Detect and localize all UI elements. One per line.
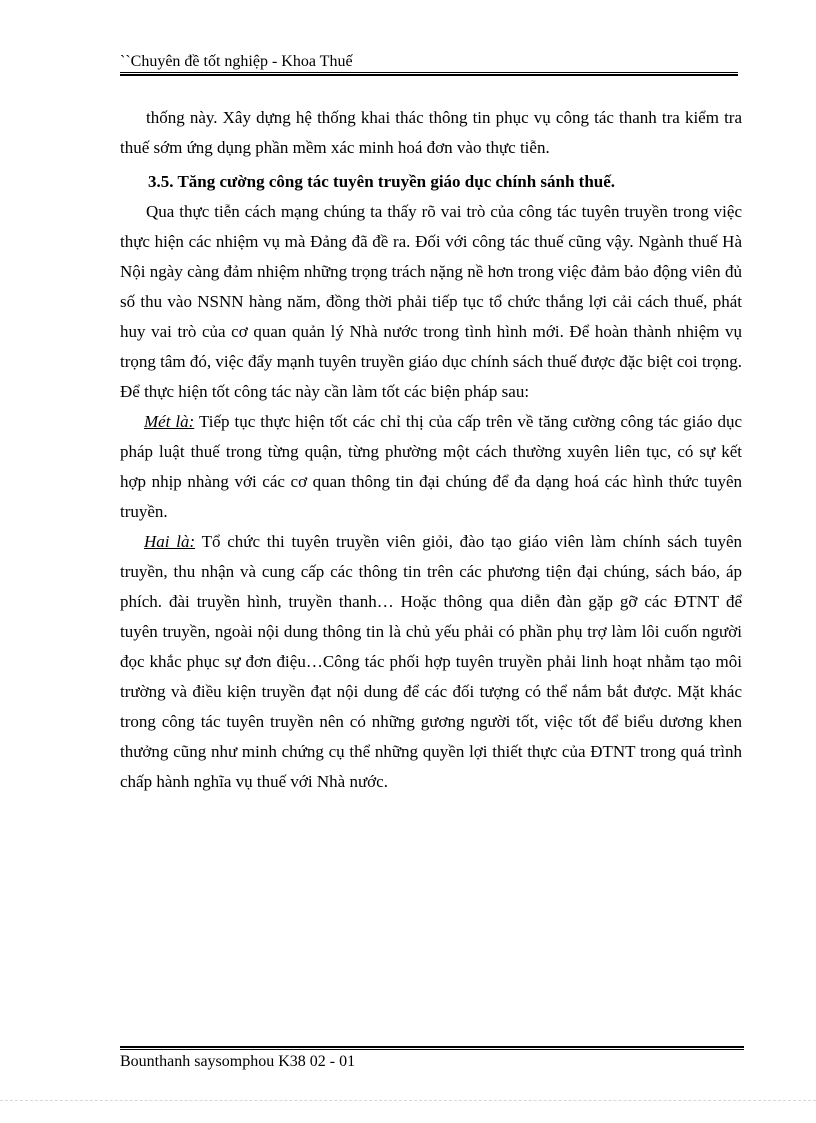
footer-rule [120,1049,744,1050]
list-item-second-lead: Hai là: [144,532,196,551]
header-rule [120,72,738,73]
footer-rule-thick [120,1046,744,1048]
list-item-first-text: Tiếp tục thực hiện tốt các chỉ thị của cấp trên về tăng cường công tác giáo dục pháp luật thuế trong từng quận, từng phường một cách thường xuyên liên tục, có sự kết hợp nhịp nhàng với các cơ quan thông tin đại chúng để đa dạng hoá các hình thức tuyên truyền. [120,412,742,521]
page-header [120,52,738,72]
list-item-first-lead: Mét là: [144,412,195,431]
footer-author: Bounthanh saysomphou K38 02 - 01 [120,1053,356,1070]
document-body [120,103,742,797]
list-item-second-text: Tổ chức thi tuyên truyền viên giỏi, đào tạo giáo viên làm chính sách tuyên truyền, thu nhận và cung cấp các thông tin trên các phương tiện đại chúng, sách báo, áp phích. đài truyền hình, truyền thanh… Hoặc thông qua diễn đàn gặp gỡ các ĐTNT để tuyên truyền, ngoài nội dung thông tin là chủ yếu phải có phần phụ trợ làm lôi cuốn người đọc khắc phục sự đơn điệu…Công tác phối hợp tuyên truyền phải linh hoạt nhằm tạo môi trường và điều kiện truyền đạt nội dung để các đối tượng có thể nắm bắt được. Mặt khác trong công tác tuyên truyền nên có những gương người tốt, việc tốt để biểu dương khen thưởng cũng như minh chứng cụ thể những quyền lợi thiết thực của ĐTNT trong quá trình chấp hành nghĩa vụ thuế với Nhà nước. [120,532,742,791]
section-heading: 3.5. Tăng cường công tác tuyên truyền giáo dục chính sánh thuế. [148,172,616,191]
list-item-first [120,407,742,527]
paragraph-continuation: thống này. Xây dựng hệ thống khai thác thông tin phục vụ công tác thanh tra kiểm tra thuế sớm ứng dụng phần mềm xác minh hoá đơn vào thực tiễn. [120,108,742,157]
list-item-second [120,527,742,797]
header-rule-thick [120,74,738,76]
paragraph-intro: Qua thực tiễn cách mạng chúng ta thấy rõ vai trò của công tác tuyên truyền trong việc thực hiện các nhiệm vụ mà Đảng đã đề ra. Đối với công tác thuế cũng vậy. Ngành thuế Hà Nội ngày càng đảm nhiệm những trọng trách nặng nề hơn trong việc đảm bảo động viên đủ số thu vào NSNN hàng năm, đồng thời phải tiếp tục tổ chức thắng lợi cải cách thuế, phát huy vai trò của cơ quan quản lý Nhà nước trong tình hình mới. Để hoàn thành nhiệm vụ trọng tâm đó, việc đẩy mạnh tuyên truyền giáo dục chính sách thuế được đặc biệt coi trọng. Để thực hiện tốt công tác này cần làm tốt các biện pháp sau: [120,202,742,401]
header-title: ``Chuyên đề tốt nghiệp - Khoa Thuế [120,53,353,70]
page-edge-divider [0,1100,816,1101]
